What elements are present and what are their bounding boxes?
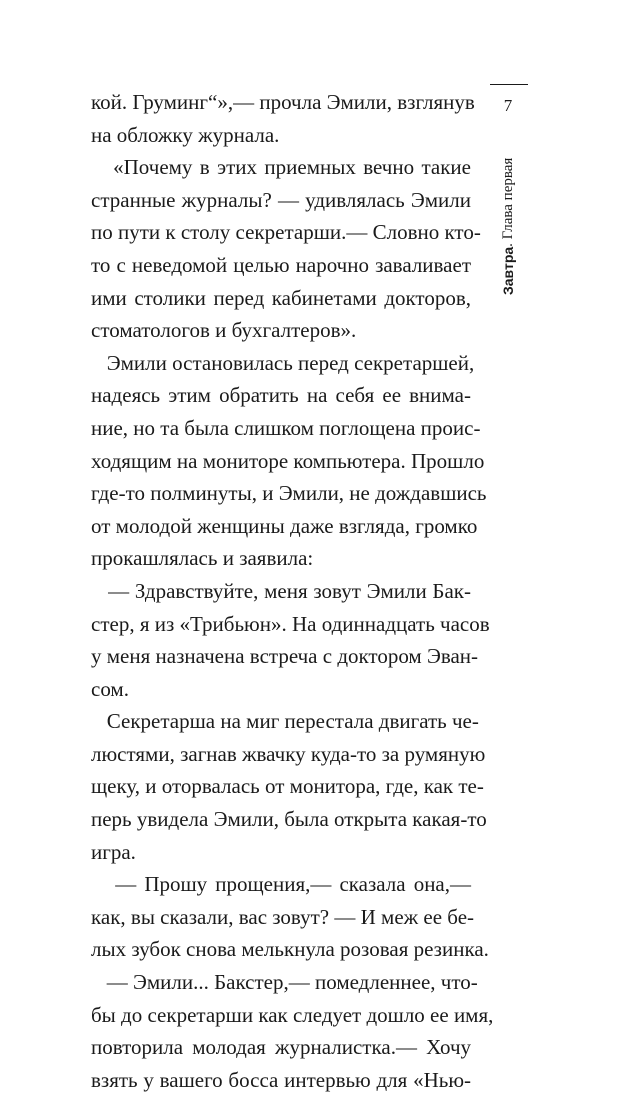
text-line: Секретарша на миг перестала двигать че-: [91, 709, 479, 734]
text-line: ние, но та была слишком поглощена проис-: [91, 415, 481, 440]
text-line: взять у вашего босса интервью для «Нью-: [91, 1067, 471, 1092]
text-line: «Почему в этих приемных вечно такие: [91, 155, 471, 180]
text-line: — Здравствуйте, меня зовут Эмили Бак-: [91, 578, 471, 603]
text-line: где-то полминуты, и Эмили, не дождавшись: [91, 481, 487, 506]
text-line: Эмили остановилась перед секретаршей,: [91, 350, 475, 375]
text-line: бы до секретарши как следует дошло ее имя,: [91, 1002, 494, 1027]
text-line: ходящим на мониторе компьютера. Прошло: [91, 448, 485, 473]
text-line: повторила молодая журналистка.— Хочу: [91, 1035, 471, 1060]
text-line: лых зубок снова мелькнула розовая резинка.: [91, 937, 489, 962]
text-line: от молодой женщины даже взгляда, громко: [91, 513, 478, 538]
text-line: стоматологов и бухгалтеров».: [91, 318, 357, 343]
page-number: 7: [503, 96, 513, 115]
header-rule: [490, 84, 528, 85]
book-title: Завтра: [500, 247, 516, 296]
chapter-title: . Глава первая: [500, 158, 516, 248]
text-line: стер, я из «Трибьюн». На одиннадцать часов: [91, 611, 490, 636]
text-line: прокашлялась и заявила:: [91, 546, 314, 571]
text-line: на обложку журнала.: [91, 122, 280, 147]
running-head: [499, 158, 517, 318]
text-line: по пути к столу секретарши.— Словно кто-: [91, 220, 481, 245]
text-line: странные журналы? — удивлялась Эмили: [91, 187, 471, 212]
text-line: — Прошу прощения,— сказала она,—: [91, 872, 471, 897]
text-line: люстями, загнав жвачку куда-то за румяную: [91, 741, 486, 766]
text-line: надеясь этим обратить на себя ее внима-: [91, 383, 471, 408]
text-line: игра.: [91, 839, 136, 864]
text-line: кой. Груминг“»,— прочла Эмили, взглянув: [91, 90, 475, 114]
text-line: ими столики перед кабинетами докторов,: [91, 285, 471, 310]
text-line: перь увидела Эмили, была открыта какая-то: [91, 807, 487, 832]
text-line: у меня назначена встреча с доктором Эван-: [91, 644, 479, 669]
text-line: щеку, и оторвалась от монитора, где, как те-: [91, 774, 484, 799]
text-line: то с неведомой целью нарочно заваливает: [91, 252, 471, 277]
text-line: как, вы сказали, вас зовут? — И меж ее бе-: [91, 904, 475, 929]
text-line: — Эмили... Бакстер,— помедленнее, что-: [91, 970, 478, 995]
body-text: [91, 86, 494, 1096]
text-line: сом.: [91, 676, 129, 701]
